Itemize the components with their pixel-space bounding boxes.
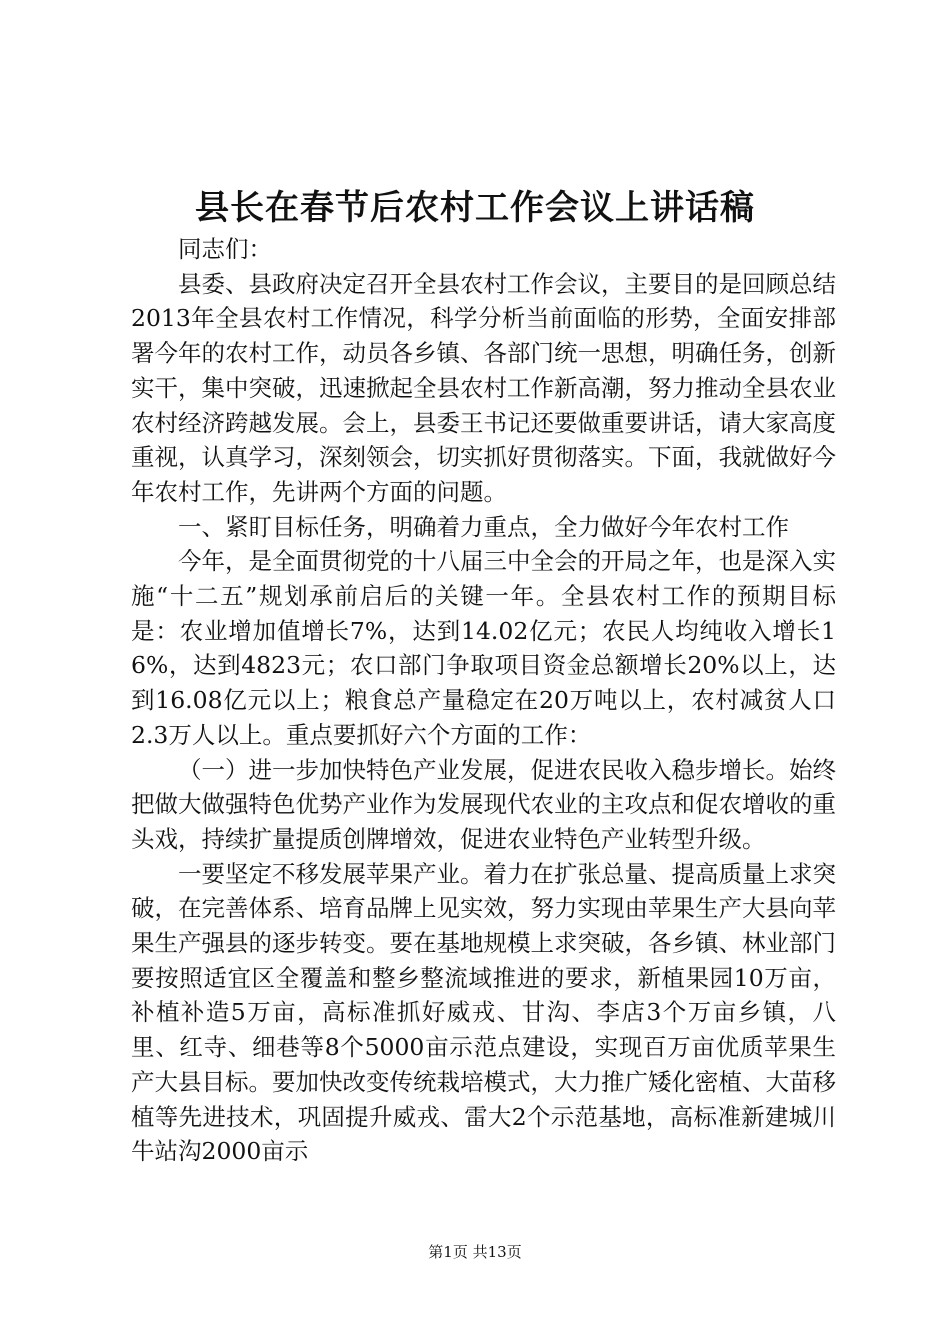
intro-paragraph: 县委、县政府决定召开全县农村工作会议，主要目的是回顾总结2013年全县农村工作情况，科学分析当前面临的形势，全面安排部署今年的农村工作，动员各乡镇、各部门统一思想，明确任务，创新实干，集中突破，迅速掀起全县农村工作新高潮，努力推动全县农业农村经济跨越发展。会上，县委王书记还要做重要讲话，请大家高度重视，认真学习，深刻领会，切实抓好贯彻落实。下面，我就做好今年农村工作，先讲两个方面的问题。 [131,269,836,506]
document-title: 县长在春节后农村工作会议上讲话稿 [195,188,755,228]
page-number-footer: 第1页 共13页 [428,1243,522,1261]
salutation-paragraph: 同志们： [178,235,272,263]
subsection-heading-1: （一）进一步加快特色产业发展，促进农民收入稳步增长。始终把做大做强特色优势产业作为发展现代农业的主攻点和促农增收的重头戏，持续扩量提质创牌增效，促进农业特色产业转型升级。 [131,755,836,853]
apple-industry-paragraph: 一要坚定不移发展苹果产业。着力在扩张总量、提高质量上求突破，在完善体系、培育品牌上见实效，努力实现由苹果生产大县向苹果生产强县的逐步转变。要在基地规模上求突破，各乡镇、林业部门要按照适宜区全覆盖和整乡整流域推进的要求，新植果园10万亩，补植补造5万亩，高标准抓好威戎、甘沟、李店3个万亩乡镇，八里、红寺、细巷等8个5000亩示范点建设，实现百万亩优质苹果生产大县目标。要加快改变传统栽培模式，大力推广矮化密植、大苗移植等先进技术，巩固提升威戎、雷大2个示范基地，高标准新建城川牛站沟2000亩示 [131,859,836,1166]
goals-paragraph: 今年，是全面贯彻党的十八届三中全会的开局之年，也是深入实施“十二五”规划承前启后的关键一年。全县农村工作的预期目标是：农业增加值增长7%，达到14.02亿元；农民人均纯收入增长16%，达到4823元；农口部门争取项目资金总额增长20%以上，达到16.08亿元以上；粮食总产量稳定在20万吨以上，农村减贫人口2.3万人以上。重点要抓好六个方面的工作： [131,547,836,749]
document-body [131,232,836,1169]
section-heading-1: 一、紧盯目标任务，明确着力重点，全力做好今年农村工作 [178,512,789,541]
